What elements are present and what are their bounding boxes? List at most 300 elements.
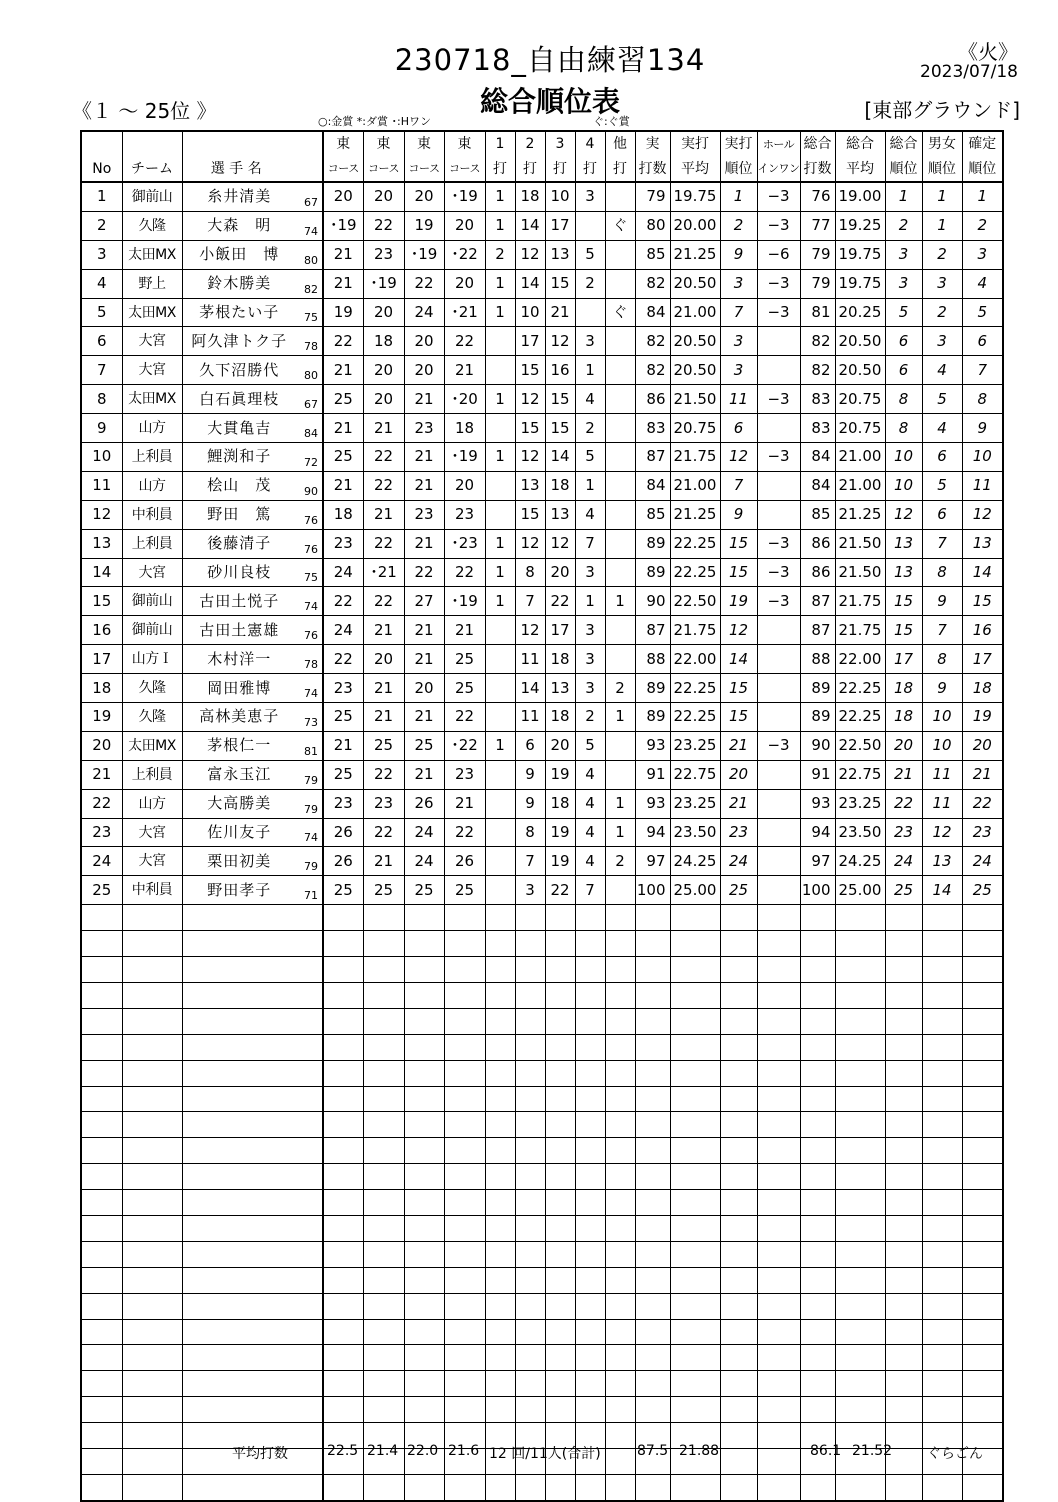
cell-avg: 23.25 xyxy=(670,789,720,818)
empty-cell xyxy=(515,1008,545,1034)
empty-cell xyxy=(81,1060,122,1086)
empty-cell xyxy=(515,1293,545,1319)
table-row xyxy=(81,731,1003,760)
cell-grank: 5 xyxy=(922,385,962,414)
empty-row xyxy=(81,931,1003,957)
empty-cell xyxy=(800,1215,835,1241)
cell-rank: 25 xyxy=(720,876,757,905)
empty-cell xyxy=(635,1112,670,1138)
cell-age: 75 xyxy=(290,298,323,327)
empty-cell xyxy=(962,1397,1003,1423)
table-row xyxy=(81,529,1003,558)
cell-no: 15 xyxy=(81,587,122,616)
empty-cell xyxy=(545,931,575,957)
empty-cell xyxy=(720,931,757,957)
cell-avg: 22.25 xyxy=(670,558,720,587)
cell-s4: 7 xyxy=(575,876,605,905)
cell-rank: 15 xyxy=(720,703,757,732)
empty-cell xyxy=(922,982,962,1008)
empty-cell xyxy=(404,1215,444,1241)
empty-cell xyxy=(81,1086,122,1112)
cell-c3: 20 xyxy=(404,327,444,356)
cell-name: 岡田雅博 xyxy=(182,674,290,703)
empty-cell xyxy=(635,1293,670,1319)
cell-s3: 22 xyxy=(545,876,575,905)
table-row xyxy=(81,327,1003,356)
empty-cell xyxy=(885,1345,922,1371)
cell-s4: 3 xyxy=(575,645,605,674)
cell-rank: 7 xyxy=(720,471,757,500)
cell-name: 糸井清美 xyxy=(182,182,290,211)
empty-cell xyxy=(885,982,922,1008)
empty-cell xyxy=(122,905,182,931)
empty-cell xyxy=(922,1008,962,1034)
cell-s3: 12 xyxy=(545,327,575,356)
cell-other xyxy=(605,760,635,789)
cell-final: 21 xyxy=(962,760,1003,789)
cell-s4: 3 xyxy=(575,616,605,645)
cell-trank: 25 xyxy=(885,876,922,905)
empty-cell xyxy=(635,1345,670,1371)
cell-c2: 20 xyxy=(363,298,404,327)
empty-cell xyxy=(545,1241,575,1267)
cell-rank: 19 xyxy=(720,587,757,616)
cell-rank: 15 xyxy=(720,558,757,587)
cell-c2: 22 xyxy=(363,818,404,847)
cell-grank: 11 xyxy=(922,760,962,789)
cell-tavg: 19.75 xyxy=(835,240,885,269)
cell-s4: 3 xyxy=(575,327,605,356)
cell-name: 大森 明 xyxy=(182,211,290,240)
empty-cell xyxy=(444,1086,485,1112)
cell-strokes: 82 xyxy=(635,269,670,298)
empty-cell xyxy=(122,1086,182,1112)
empty-cell xyxy=(962,931,1003,957)
empty-row xyxy=(81,1241,1003,1267)
cell-s3: 15 xyxy=(545,385,575,414)
empty-cell xyxy=(962,1060,1003,1086)
cell-s2: 8 xyxy=(515,818,545,847)
empty-cell xyxy=(363,982,404,1008)
empty-cell xyxy=(605,905,635,931)
cell-hio xyxy=(757,818,800,847)
cell-s3: 18 xyxy=(545,471,575,500)
cell-age: 72 xyxy=(290,443,323,472)
empty-row xyxy=(81,1319,1003,1345)
empty-cell xyxy=(835,931,885,957)
empty-cell xyxy=(485,905,515,931)
cell-other: 2 xyxy=(605,847,635,876)
cell-other xyxy=(605,240,635,269)
empty-cell xyxy=(81,1267,122,1293)
cell-no: 16 xyxy=(81,616,122,645)
cell-rank: 2 xyxy=(720,211,757,240)
empty-cell xyxy=(757,931,800,957)
column-header: 打 xyxy=(485,157,515,183)
empty-cell xyxy=(290,1112,323,1138)
empty-cell xyxy=(670,1293,720,1319)
empty-cell xyxy=(605,1112,635,1138)
cell-no: 12 xyxy=(81,500,122,529)
cell-strokes: 93 xyxy=(635,789,670,818)
cell-s1: 1 xyxy=(485,211,515,240)
cell-final: 7 xyxy=(962,356,1003,385)
cell-no: 17 xyxy=(81,645,122,674)
cell-team: 上利員 xyxy=(122,760,182,789)
cell-s2: 12 xyxy=(515,385,545,414)
empty-cell xyxy=(962,1215,1003,1241)
cell-tavg: 22.50 xyxy=(835,731,885,760)
cell-trank: 10 xyxy=(885,471,922,500)
cell-s4: 4 xyxy=(575,847,605,876)
cell-other xyxy=(605,414,635,443)
cell-s1: 1 xyxy=(485,182,515,211)
cell-c4: 25 xyxy=(444,645,485,674)
cell-c3: 20 xyxy=(404,356,444,385)
cell-s1: 1 xyxy=(485,443,515,472)
cell-s2: 3 xyxy=(515,876,545,905)
empty-cell xyxy=(962,1138,1003,1164)
cell-rank: 3 xyxy=(720,356,757,385)
cell-other xyxy=(605,327,635,356)
cell-c4: 21 xyxy=(444,356,485,385)
cell-s1 xyxy=(485,356,515,385)
cell-s4: 4 xyxy=(575,385,605,414)
empty-cell xyxy=(515,957,545,983)
empty-cell xyxy=(485,931,515,957)
cell-c2: 21 xyxy=(363,847,404,876)
empty-cell xyxy=(885,1112,922,1138)
cell-grank: 3 xyxy=(922,327,962,356)
empty-cell xyxy=(575,1319,605,1345)
empty-cell xyxy=(290,957,323,983)
empty-cell xyxy=(885,1371,922,1397)
empty-cell xyxy=(757,1241,800,1267)
empty-cell xyxy=(515,931,545,957)
cell-tavg: 21.75 xyxy=(835,587,885,616)
cell-c4: 18 xyxy=(444,414,485,443)
empty-cell xyxy=(404,1060,444,1086)
cell-c3: 26 xyxy=(404,789,444,818)
cell-c1: 26 xyxy=(323,818,363,847)
cell-s2: 13 xyxy=(515,471,545,500)
cell-strokes: 84 xyxy=(635,298,670,327)
empty-cell xyxy=(290,1086,323,1112)
empty-cell xyxy=(670,1112,720,1138)
empty-cell xyxy=(122,1241,182,1267)
cell-tstrokes: 83 xyxy=(800,414,835,443)
cell-final: 6 xyxy=(962,327,1003,356)
cell-s4: 1 xyxy=(575,471,605,500)
empty-cell xyxy=(182,905,290,931)
cell-c1: 25 xyxy=(323,385,363,414)
empty-cell xyxy=(404,982,444,1008)
cell-team: 御前山 xyxy=(122,182,182,211)
cell-team: 太田MX xyxy=(122,731,182,760)
empty-cell xyxy=(444,1371,485,1397)
empty-cell xyxy=(323,1241,363,1267)
empty-cell xyxy=(404,931,444,957)
table-row xyxy=(81,443,1003,472)
cell-rank: 20 xyxy=(720,760,757,789)
empty-cell xyxy=(720,957,757,983)
empty-cell xyxy=(575,1293,605,1319)
cell-s4: 4 xyxy=(575,760,605,789)
empty-cell xyxy=(720,1164,757,1190)
empty-cell xyxy=(290,1267,323,1293)
empty-cell xyxy=(122,982,182,1008)
cell-s3: 10 xyxy=(545,182,575,211)
cell-trank: 18 xyxy=(885,703,922,732)
cell-final: 19 xyxy=(962,703,1003,732)
cell-s1: 1 xyxy=(485,587,515,616)
empty-cell xyxy=(835,1319,885,1345)
cell-c2: 20 xyxy=(363,385,404,414)
cell-tavg: 20.50 xyxy=(835,356,885,385)
empty-cell xyxy=(835,1241,885,1267)
cell-c2: 21 xyxy=(363,500,404,529)
empty-cell xyxy=(800,1267,835,1293)
cell-hio xyxy=(757,500,800,529)
empty-cell xyxy=(575,931,605,957)
empty-cell xyxy=(670,1034,720,1060)
cell-other xyxy=(605,385,635,414)
empty-cell xyxy=(962,1241,1003,1267)
cell-grank: 7 xyxy=(922,616,962,645)
cell-no: 23 xyxy=(81,818,122,847)
empty-cell xyxy=(962,1190,1003,1216)
empty-cell xyxy=(485,1034,515,1060)
empty-cell xyxy=(670,1345,720,1371)
empty-cell xyxy=(835,1267,885,1293)
empty-cell xyxy=(635,1060,670,1086)
empty-cell xyxy=(363,931,404,957)
empty-cell xyxy=(922,1241,962,1267)
cell-c1: 21 xyxy=(323,356,363,385)
empty-cell xyxy=(885,957,922,983)
empty-cell xyxy=(81,931,122,957)
cell-team: 中利員 xyxy=(122,876,182,905)
empty-cell xyxy=(635,1138,670,1164)
cell-trank: 2 xyxy=(885,211,922,240)
empty-cell xyxy=(323,1345,363,1371)
cell-trank: 23 xyxy=(885,818,922,847)
cell-other xyxy=(605,443,635,472)
cell-c4: ･19 xyxy=(444,182,485,211)
cell-age: 79 xyxy=(290,760,323,789)
empty-cell xyxy=(670,1215,720,1241)
cell-c3: 24 xyxy=(404,298,444,327)
cell-tavg: 20.75 xyxy=(835,385,885,414)
empty-cell xyxy=(290,1371,323,1397)
cell-c1: 24 xyxy=(323,558,363,587)
cell-s4: 3 xyxy=(575,558,605,587)
cell-tstrokes: 83 xyxy=(800,385,835,414)
cell-grank: 9 xyxy=(922,674,962,703)
empty-cell xyxy=(444,1397,485,1423)
cell-c2: 20 xyxy=(363,356,404,385)
cell-trank: 1 xyxy=(885,182,922,211)
cell-age: 84 xyxy=(290,414,323,443)
cell-c4: ･23 xyxy=(444,529,485,558)
cell-final: 16 xyxy=(962,616,1003,645)
cell-s2: 14 xyxy=(515,674,545,703)
empty-cell xyxy=(835,1215,885,1241)
empty-cell xyxy=(835,957,885,983)
cell-final: 1 xyxy=(962,182,1003,211)
empty-cell xyxy=(404,1086,444,1112)
empty-cell xyxy=(670,1164,720,1190)
cell-avg: 21.25 xyxy=(670,240,720,269)
empty-cell xyxy=(515,1267,545,1293)
empty-cell xyxy=(81,1215,122,1241)
empty-cell xyxy=(444,1164,485,1190)
empty-cell xyxy=(605,957,635,983)
cell-avg: 20.50 xyxy=(670,356,720,385)
column-header xyxy=(182,131,290,157)
empty-cell xyxy=(670,905,720,931)
empty-cell xyxy=(575,1241,605,1267)
cell-grank: 10 xyxy=(922,731,962,760)
empty-cell xyxy=(575,905,605,931)
empty-cell xyxy=(404,1319,444,1345)
empty-cell xyxy=(444,1293,485,1319)
cell-strokes: 90 xyxy=(635,587,670,616)
cell-hio: −6 xyxy=(757,240,800,269)
empty-cell xyxy=(363,1164,404,1190)
empty-cell xyxy=(800,931,835,957)
cell-age: 80 xyxy=(290,240,323,269)
cell-rank: 24 xyxy=(720,847,757,876)
cell-other: ぐ xyxy=(605,211,635,240)
empty-cell xyxy=(922,1371,962,1397)
cell-c3: 24 xyxy=(404,818,444,847)
empty-cell xyxy=(363,1241,404,1267)
cell-c2: 21 xyxy=(363,674,404,703)
cell-name: 小飯田 博 xyxy=(182,240,290,269)
cell-c2: 22 xyxy=(363,529,404,558)
empty-cell xyxy=(404,1293,444,1319)
cell-name: 佐川友子 xyxy=(182,818,290,847)
cell-rank: 23 xyxy=(720,818,757,847)
empty-cell xyxy=(323,1008,363,1034)
cell-avg: 21.00 xyxy=(670,471,720,500)
cell-c1: 25 xyxy=(323,443,363,472)
cell-c2: 23 xyxy=(363,789,404,818)
empty-cell xyxy=(720,1345,757,1371)
empty-cell xyxy=(885,1138,922,1164)
empty-cell xyxy=(922,1164,962,1190)
cell-age: 79 xyxy=(290,789,323,818)
empty-cell xyxy=(757,1112,800,1138)
cell-tstrokes: 87 xyxy=(800,587,835,616)
cell-s4: 7 xyxy=(575,529,605,558)
empty-cell xyxy=(290,931,323,957)
empty-cell xyxy=(800,1397,835,1423)
cell-c3: 23 xyxy=(404,500,444,529)
cell-grank: 3 xyxy=(922,269,962,298)
cell-grank: 9 xyxy=(922,587,962,616)
empty-cell xyxy=(605,1008,635,1034)
cell-strokes: 84 xyxy=(635,471,670,500)
empty-cell xyxy=(757,1164,800,1190)
cell-team: 大宮 xyxy=(122,818,182,847)
empty-cell xyxy=(922,1267,962,1293)
empty-cell xyxy=(323,1293,363,1319)
cell-s2: 18 xyxy=(515,182,545,211)
empty-cell xyxy=(605,1164,635,1190)
empty-cell xyxy=(575,1086,605,1112)
empty-cell xyxy=(545,1319,575,1345)
empty-cell xyxy=(575,957,605,983)
cell-c3: 22 xyxy=(404,269,444,298)
cell-tstrokes: 97 xyxy=(800,847,835,876)
empty-cell xyxy=(122,1164,182,1190)
cell-age: 81 xyxy=(290,731,323,760)
cell-name: 古田土憲雄 xyxy=(182,616,290,645)
footer-rounds: 12 回/11人(合計) xyxy=(489,1446,601,1462)
empty-cell xyxy=(670,1241,720,1267)
cell-hio xyxy=(757,645,800,674)
column-header: ホール xyxy=(757,131,800,157)
cell-s1 xyxy=(485,616,515,645)
cell-c4: ･22 xyxy=(444,731,485,760)
empty-cell xyxy=(670,1267,720,1293)
cell-other xyxy=(605,356,635,385)
empty-cell xyxy=(81,1034,122,1060)
empty-cell xyxy=(575,1034,605,1060)
cell-tavg: 20.25 xyxy=(835,298,885,327)
cell-c4: 26 xyxy=(444,847,485,876)
cell-no: 1 xyxy=(81,182,122,211)
column-header: 選 手 名 xyxy=(182,157,290,183)
cell-hio: −3 xyxy=(757,298,800,327)
empty-cell xyxy=(962,1008,1003,1034)
empty-cell xyxy=(323,1267,363,1293)
cell-avg: 25.00 xyxy=(670,876,720,905)
empty-row xyxy=(81,1164,1003,1190)
empty-cell xyxy=(485,1112,515,1138)
cell-s1 xyxy=(485,818,515,847)
empty-cell xyxy=(363,1397,404,1423)
empty-cell xyxy=(962,1086,1003,1112)
empty-cell xyxy=(182,1164,290,1190)
cell-s1: 1 xyxy=(485,385,515,414)
empty-cell xyxy=(363,905,404,931)
cell-c3: 23 xyxy=(404,414,444,443)
empty-cell xyxy=(962,1267,1003,1293)
cell-name: 白石眞理枝 xyxy=(182,385,290,414)
empty-cell xyxy=(720,1138,757,1164)
empty-cell xyxy=(122,1319,182,1345)
empty-cell xyxy=(363,1319,404,1345)
empty-cell xyxy=(515,1215,545,1241)
column-header: 順位 xyxy=(885,157,922,183)
empty-cell xyxy=(575,1190,605,1216)
cell-team: 久隆 xyxy=(122,674,182,703)
cell-c4: 22 xyxy=(444,703,485,732)
cell-age: 78 xyxy=(290,327,323,356)
column-header: 打 xyxy=(515,157,545,183)
cell-tavg: 19.75 xyxy=(835,269,885,298)
empty-cell xyxy=(720,1034,757,1060)
column-header: 東 xyxy=(444,131,485,157)
cell-trank: 3 xyxy=(885,240,922,269)
empty-cell xyxy=(720,1293,757,1319)
cell-s4: 1 xyxy=(575,356,605,385)
cell-strokes: 93 xyxy=(635,731,670,760)
cell-age: 67 xyxy=(290,182,323,211)
